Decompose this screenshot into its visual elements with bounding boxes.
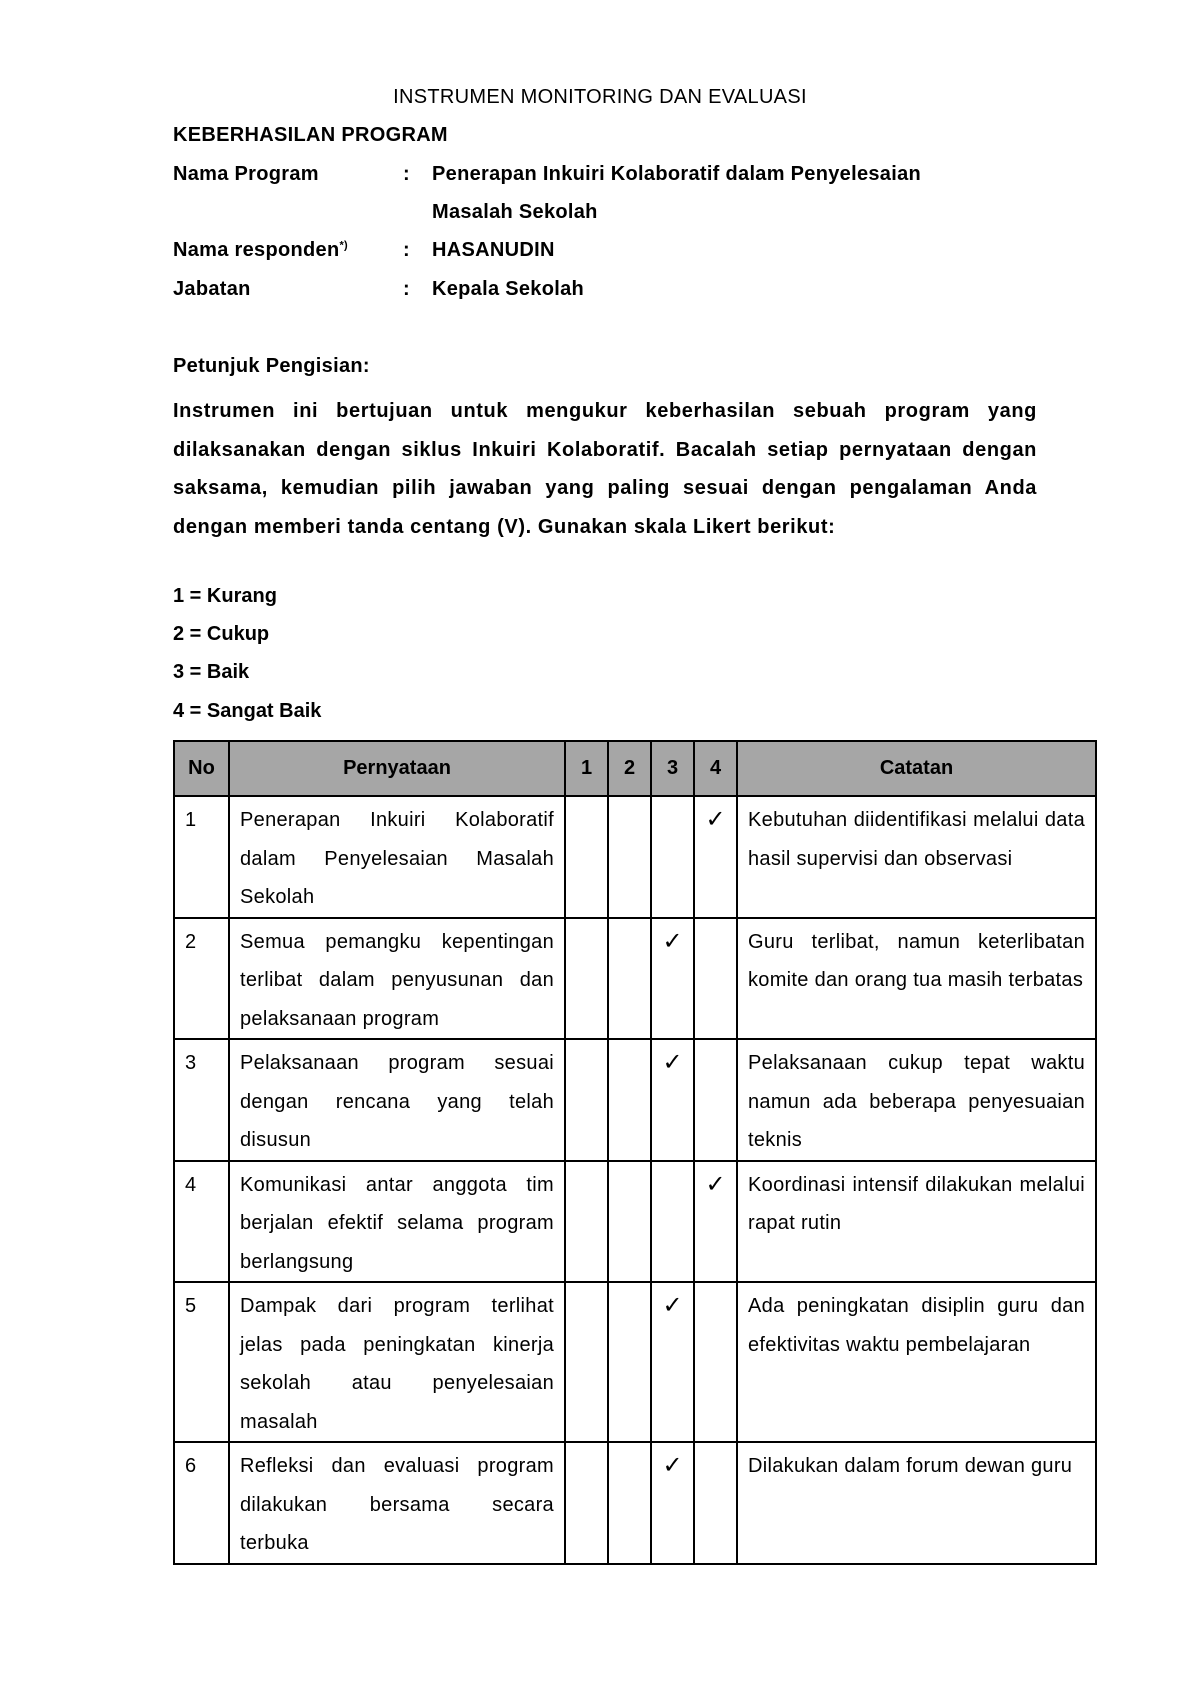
- table-row: [174, 1039, 1096, 1161]
- respondent-label: [173, 239, 348, 262]
- table-row: [174, 1442, 1096, 1564]
- document-subtitle: KEBERHASILAN PROGRAM: [173, 124, 448, 146]
- row-number: 1: [174, 796, 229, 918]
- score-cell-1[interactable]: [565, 1442, 608, 1564]
- row-notes: Koordinasi intensif dilakukan melalui rapat rutin: [737, 1161, 1096, 1283]
- score-cell-3[interactable]: [651, 918, 694, 1040]
- header-notes: Catatan: [737, 741, 1096, 796]
- respondent-colon: :: [403, 239, 410, 261]
- check-mark-icon: ✓: [662, 1292, 683, 1319]
- score-cell-3[interactable]: [651, 796, 694, 918]
- score-cell-1[interactable]: [565, 1282, 608, 1442]
- check-mark-icon: ✓: [662, 1049, 683, 1076]
- respondent-label-text: Nama responden: [173, 239, 340, 261]
- row-number: 6: [174, 1442, 229, 1564]
- row-number: 2: [174, 918, 229, 1040]
- score-cell-2[interactable]: [608, 1161, 651, 1283]
- row-notes: Ada peningkatan disiplin guru dan efektivitas waktu pembelajaran: [737, 1282, 1096, 1442]
- header-score-1: 1: [565, 741, 608, 796]
- header-statement: Pernyataan: [229, 741, 565, 796]
- row-number: 4: [174, 1161, 229, 1283]
- score-cell-4[interactable]: [694, 918, 737, 1040]
- instructions-heading: Petunjuk Pengisian:: [173, 355, 370, 377]
- scale-item-1: 1 = Kurang: [173, 585, 277, 607]
- row-statement: Semua pemangku kepentingan terlibat dalam penyusunan dan pelaksanaan program: [229, 918, 565, 1040]
- table-row: [174, 796, 1096, 918]
- row-statement: Dampak dari program terlihat jelas pada peningkatan kinerja sekolah atau penyelesaian masalah: [229, 1282, 565, 1442]
- table-row: [174, 918, 1096, 1040]
- row-number: 5: [174, 1282, 229, 1442]
- score-cell-2[interactable]: [608, 1039, 651, 1161]
- score-cell-3[interactable]: [651, 1039, 694, 1161]
- score-cell-2[interactable]: [608, 796, 651, 918]
- program-value-line2: Masalah Sekolah: [432, 201, 598, 223]
- row-statement: Komunikasi antar anggota tim berjalan efektif selama program berlangsung: [229, 1161, 565, 1283]
- score-cell-4[interactable]: [694, 1282, 737, 1442]
- position-value: Kepala Sekolah: [432, 278, 585, 300]
- program-label: Nama Program: [173, 163, 319, 185]
- score-cell-4[interactable]: [694, 1442, 737, 1564]
- check-mark-icon: ✓: [662, 927, 683, 955]
- row-notes: Dilakukan dalam forum dewan guru: [737, 1442, 1096, 1564]
- header-score-4: 4: [694, 741, 737, 796]
- row-statement: Refleksi dan evaluasi program dilakukan bersama secara terbuka: [229, 1442, 565, 1564]
- table-row: [174, 1161, 1096, 1283]
- respondent-footnote-mark: *): [339, 239, 349, 252]
- score-cell-2[interactable]: [608, 918, 651, 1040]
- row-statement: Pelaksanaan program sesuai dengan rencana yang telah disusun: [229, 1039, 565, 1161]
- score-cell-4[interactable]: [694, 1039, 737, 1161]
- row-notes: Pelaksanaan cukup tepat waktu namun ada beberapa penyesuaian teknis: [737, 1039, 1096, 1161]
- header-score-2: 2: [608, 741, 651, 796]
- scale-item-2: 2 = Cukup: [173, 623, 270, 645]
- row-number: 3: [174, 1039, 229, 1161]
- header-score-3: 3: [651, 741, 694, 796]
- row-notes: Kebutuhan diidentifikasi melalui data hasil supervisi dan observasi: [737, 796, 1096, 918]
- score-cell-4[interactable]: [694, 1161, 737, 1283]
- program-value-line1: Penerapan Inkuiri Kolaboratif dalam Penyelesaian: [432, 163, 922, 185]
- scale-item-4: 4 = Sangat Baik: [173, 700, 322, 722]
- check-mark-icon: ✓: [662, 1452, 683, 1479]
- score-cell-2[interactable]: [608, 1282, 651, 1442]
- evaluation-table: [173, 740, 1097, 1565]
- instructions-text: Instrumen ini bertujuan untuk mengukur keberhasilan sebuah program yang dilaksanakan dengan siklus Inkuiri Kolaboratif. Bacalah setiap pernyataan dengan saksama, kemudian pilih jawaban yang paling sesuai dengan pengalaman Anda dengan memberi tanda centang (V). Gunakan skala Likert berikut:: [173, 400, 1037, 538]
- document-title: INSTRUMEN MONITORING DAN EVALUASI: [393, 86, 807, 108]
- respondent-value: HASANUDIN: [432, 239, 555, 261]
- check-mark-icon: ✓: [705, 1170, 726, 1198]
- table-header-row: [174, 741, 1096, 796]
- check-mark-icon: ✓: [705, 806, 726, 833]
- header-no: No: [174, 741, 229, 796]
- program-colon: :: [403, 163, 410, 185]
- score-cell-1[interactable]: [565, 918, 608, 1040]
- score-cell-3[interactable]: [651, 1282, 694, 1442]
- score-cell-2[interactable]: [608, 1442, 651, 1564]
- row-statement: Penerapan Inkuiri Kolaboratif dalam Penyelesaian Masalah Sekolah: [229, 796, 565, 918]
- score-cell-1[interactable]: [565, 796, 608, 918]
- row-notes: Guru terlibat, namun keterlibatan komite dan orang tua masih terbatas: [737, 918, 1096, 1040]
- table-row: [174, 1282, 1096, 1442]
- position-label: Jabatan: [173, 278, 251, 300]
- score-cell-1[interactable]: [565, 1039, 608, 1161]
- scale-item-3: 3 = Baik: [173, 661, 250, 683]
- score-cell-3[interactable]: [651, 1161, 694, 1283]
- score-cell-3[interactable]: [651, 1442, 694, 1564]
- score-cell-4[interactable]: [694, 796, 737, 918]
- score-cell-1[interactable]: [565, 1161, 608, 1283]
- position-colon: :: [403, 278, 410, 300]
